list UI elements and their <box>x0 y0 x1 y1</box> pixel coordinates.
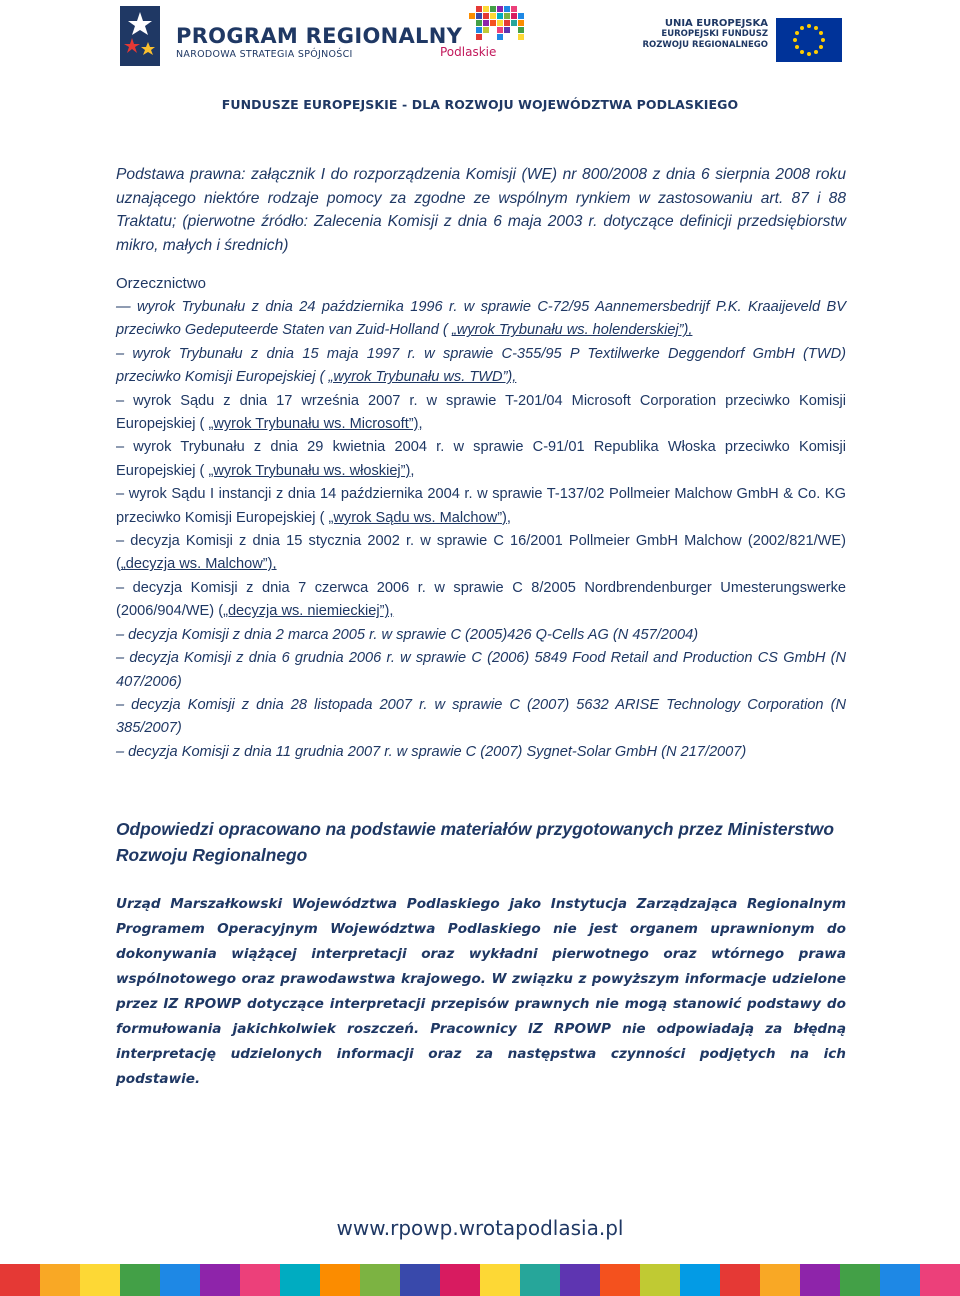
stripe-segment <box>280 1264 320 1296</box>
stripe-segment <box>880 1264 920 1296</box>
program-regionalny-logo <box>120 6 463 72</box>
eu-line-1: UNIA EUROPEJSKA <box>664 18 768 29</box>
case-law-item <box>116 296 846 343</box>
stripe-segment <box>760 1264 800 1296</box>
case-law-item <box>116 343 846 390</box>
case-law-item <box>116 577 846 624</box>
case-law-item <box>116 694 846 741</box>
stripe-segment <box>840 1264 880 1296</box>
stripe-segment <box>440 1264 480 1296</box>
eu-line-2: EUROPEJSKI FUNDUSZ <box>661 29 768 39</box>
case-short-name: „wyrok Trybunału ws. włoskiej”), <box>208 462 415 479</box>
page-header <box>0 0 960 120</box>
stripe-segment <box>920 1264 960 1296</box>
stripe-segment <box>800 1264 840 1296</box>
document-body <box>116 163 846 1092</box>
case-law-item <box>116 390 846 437</box>
case-law-item <box>116 530 846 577</box>
stripe-segment <box>720 1264 760 1296</box>
case-law-text: – decyzja Komisji z dnia 2 marca 2005 r. w sprawie C (2005)426 Q-Cells AG (N 457/2004) <box>116 626 699 643</box>
stripe-segment <box>120 1264 160 1296</box>
case-law-text: – wyrok Sądu I instancji z dnia 14 października 2004 r. w sprawie T-137/02 Pollmeier Malchow GmbH & Co. KG przeciwko Komisji Europejskiej ( <box>116 486 846 526</box>
stripe-segment <box>640 1264 680 1296</box>
case-law-text: – wyrok Trybunału z dnia 15 maja 1997 r. w sprawie C-355/95 P Textilwerke Deggendorf GmbH (TWD) przeciwko Komisji Europejskiej ( <box>116 345 846 386</box>
disclaimer-paragraph: Urząd Marszałkowski Województwa Podlaskiego jako Instytucja Zarządzająca Regionalnym Programem Operacyjnym Województwa Podlaskiego nie jest organem uprawnionym do dokonywania wiążącej interpretacji oraz wykładni pierwotnego oraz wtórnego prawa wspólnotowego oraz prawodawstwa krajowego. W związku z powyższym informacje udzielone przez IZ RPOWP dotyczące interpretacji przepisów prawnych nie mogą stanowić podstawy do formułowania jakichkolwiek roszczeń. Pracownicy IZ RPOWP nie odpowiadają za błędną interpretację udzielonych informacji oraz za następstwa czynności podjętych na ich podstawie. <box>116 896 846 1088</box>
case-short-name: „wyrok Sądu ws. Malchow”), <box>328 509 511 526</box>
case-law-item <box>116 741 846 764</box>
stripe-segment <box>0 1264 40 1296</box>
stripe-segment <box>40 1264 80 1296</box>
eu-flag-icon <box>776 18 842 62</box>
stripe-segment <box>680 1264 720 1296</box>
program-subtitle: NARODOWA STRATEGIA SPÓJNOŚCI <box>176 49 353 60</box>
case-law-text: – wyrok Trybunału z dnia 29 kwietnia 2004 r. w sprawie C-91/01 Republika Włoska przeciwko Komisji Europejskiej ( <box>116 439 846 479</box>
case-law-list <box>116 296 846 764</box>
case-law-text: — wyrok Trybunału z dnia 24 października 1996 r. w sprawie C-72/95 Aannemersbedrijf P.K. Kraaijeveld BV przeciwko Gedeputeerde Staten van Zuid-Holland ( <box>116 299 846 339</box>
stripe-segment <box>80 1264 120 1296</box>
star-logo-icon <box>120 6 160 66</box>
eu-line-3: ROZWOJU REGIONALNEGO <box>642 40 768 50</box>
region-label: Podlaskie <box>440 45 497 59</box>
case-law-item <box>116 483 846 530</box>
stripe-segment <box>360 1264 400 1296</box>
case-short-name: „decyzja ws. Malchow”), <box>120 556 277 573</box>
stripe-segment <box>560 1264 600 1296</box>
stripe-segment <box>600 1264 640 1296</box>
case-short-name: „wyrok Trybunału ws. Microsoft”), <box>208 416 423 433</box>
case-law-text: – decyzja Komisji z dnia 6 grudnia 2006 r. w sprawie C (2006) 5849 Food Retail and Production CS GmbH (N 407/2006) <box>116 650 846 690</box>
stripe-segment <box>200 1264 240 1296</box>
case-short-name: „wyrok Trybunału ws. TWD”), <box>328 369 517 386</box>
case-law-item <box>116 647 846 694</box>
stripe-segment <box>400 1264 440 1296</box>
case-law-text: – wyrok Sądu z dnia 17 września 2007 r. w sprawie T-201/04 Microsoft Corporation przeciwko Komisji Europejskiej ( <box>116 392 846 433</box>
header-tagline: FUNDUSZE EUROPEJSKIE - DLA ROZWOJU WOJEWÓDZTWA PODLASKIEGO <box>221 97 739 112</box>
footer-website-link[interactable]: www.rpowp.wrotapodlasia.pl <box>336 1216 624 1240</box>
bison-mosaic-icon <box>440 4 550 48</box>
stripe-segment <box>160 1264 200 1296</box>
stripe-segment <box>320 1264 360 1296</box>
case-short-name: „decyzja ws. niemieckiej”), <box>223 603 394 620</box>
stripe-segment <box>240 1264 280 1296</box>
eu-logo <box>642 18 842 64</box>
footer-color-stripe <box>0 1264 960 1296</box>
case-law-text: – decyzja Komisji z dnia 7 czerwca 2006 r. w sprawie C 8/2005 Nordbrendenburger Umesterungswerke (2006/904/WE) ( <box>116 579 846 620</box>
stripe-segment <box>520 1264 560 1296</box>
case-short-name: „wyrok Trybunału ws. holenderskiej”), <box>451 322 693 339</box>
legal-basis-paragraph: Podstawa prawna: załącznik I do rozporządzenia Komisji (WE) nr 800/2008 z dnia 6 sierpnia 2008 roku uznającego niektóre rodzaje pomocy za zgodne ze wspólnym rynkiem w zastosowaniu art. 87 i 88 Traktatu; (pierwotne źródło: Zalecenia Komisji z dnia 6 maja 2003 r. dotyczące definicji przedsiębiorstw mikro, małych i średnich) <box>116 166 846 254</box>
case-law-item <box>116 624 846 647</box>
case-law-text: – decyzja Komisji z dnia 11 grudnia 2007 r. w sprawie C (2007) Sygnet-Solar GmbH (N 217/2007) <box>116 743 747 760</box>
case-law-text: – decyzja Komisji z dnia 15 stycznia 2002 r. w sprawie C 16/2001 Pollmeier GmbH Malchow (2002/821/WE) ( <box>116 533 846 573</box>
case-law-item <box>116 436 846 483</box>
case-law-heading: Orzecznictwo <box>116 275 207 292</box>
stripe-segment <box>480 1264 520 1296</box>
case-law-text: – decyzja Komisji z dnia 28 listopada 2007 r. w sprawie C (2007) 5632 ARISE Technology Corporation (N 385/2007) <box>116 696 846 737</box>
eu-text <box>642 18 768 51</box>
podlaskie-logo <box>440 4 550 66</box>
source-note: Odpowiedzi opracowano na podstawie materiałów przygotowanych przez Ministerstwo Rozwoju Regionalnego <box>116 819 834 866</box>
program-title: PROGRAM REGIONALNY <box>176 24 463 48</box>
